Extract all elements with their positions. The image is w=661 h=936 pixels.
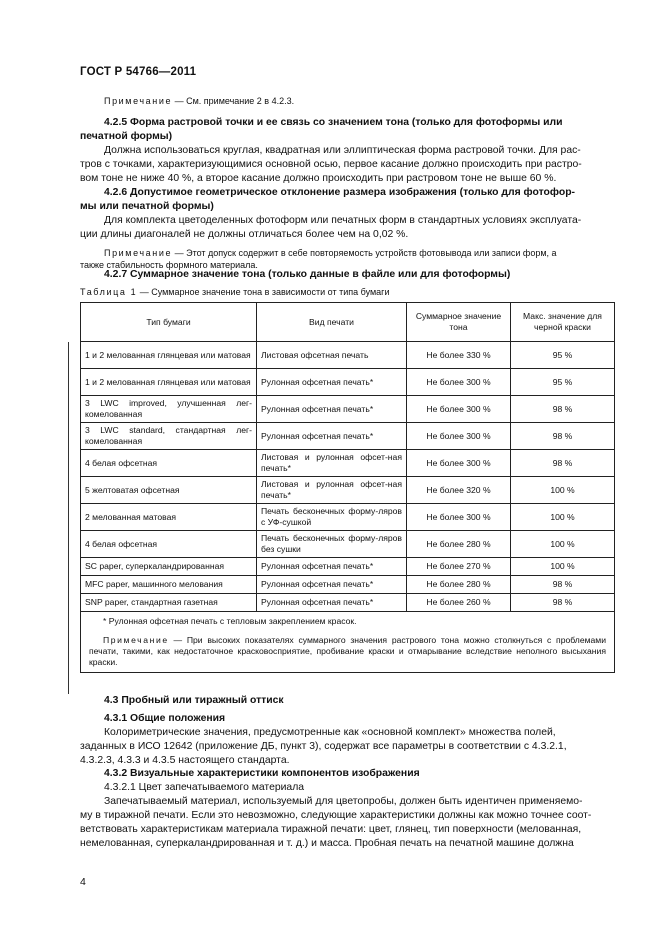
header-print-type: Вид печати xyxy=(257,303,407,342)
cell-paper: 1 и 2 мелованная глянцевая или матовая xyxy=(81,342,257,369)
cell-print: Рулонная офсетная печать* xyxy=(257,369,407,396)
section-4-3-1-line3: 4.3.2.3, 4.3.3 и 4.3.5 настоящего стандарта. xyxy=(80,755,290,766)
table-footnote: * Рулонная офсетная печать с тепловым закреплением красок. xyxy=(103,616,357,626)
table-caption: Таблица 1 — Суммарное значение тона в зависимости от типа бумаги xyxy=(80,287,390,297)
table-row xyxy=(81,342,615,369)
cell-paper: 4 белая офсетная xyxy=(81,450,257,477)
section-4-2-6-note-line2: также стабильность формного материала. xyxy=(80,260,258,270)
cell-paper: 2 мелованная матовая xyxy=(81,504,257,531)
section-4-2-7-heading: 4.2.7 Суммарное значение тона (только данные в файле или для фотоформы) xyxy=(104,269,511,280)
section-4-2-6-body-line1: Для комплекта цветоделенных фотоформ или печатных форм в стандартных условиях эксплуата- xyxy=(104,215,582,226)
section-4-3-2-heading: 4.3.2 Визуальные характеристики компонентов изображения xyxy=(104,768,420,779)
revision-bar xyxy=(68,342,69,694)
tone-table xyxy=(80,302,615,673)
section-4-2-5-body-line3: вом тоне не ниже 40 %, а второе касание должно происходить при растровом тоне не выше 60 %. xyxy=(80,173,557,184)
table-row xyxy=(81,576,615,594)
table-row xyxy=(81,594,615,612)
table-row xyxy=(81,531,615,558)
cell-print: Рулонная офсетная печать* xyxy=(257,594,407,612)
cell-black: 95 % xyxy=(511,369,615,396)
cell-black: 98 % xyxy=(511,396,615,423)
cell-sum: Не более 300 % xyxy=(407,450,511,477)
section-4-3-2-1-line1: Запечатываемый материал, используемый для цветопробы, должен быть идентичен применяемо- xyxy=(104,796,583,807)
cell-black: 98 % xyxy=(511,594,615,612)
cell-sum: Не более 280 % xyxy=(407,531,511,558)
header-total-tone: Суммарное значение тона xyxy=(407,303,511,342)
table-row xyxy=(81,396,615,423)
section-4-2-5-heading-line2: печатной формы) xyxy=(80,131,173,142)
cell-sum: Не более 280 % xyxy=(407,576,511,594)
cell-black: 95 % xyxy=(511,342,615,369)
header-paper-type: Тип бумаги xyxy=(81,303,257,342)
cell-paper: SNP paper, стандартная газетная xyxy=(81,594,257,612)
cell-sum: Не более 300 % xyxy=(407,369,511,396)
cell-print: Печать бесконечных форму-ляров без сушки xyxy=(257,531,407,558)
section-4-3-1-heading: 4.3.1 Общие положения xyxy=(104,713,226,724)
section-4-3-2-1-line4: немелованная, суперкаландрированная и т. д.) и масса. Пробная печать на печатной машине должна xyxy=(80,838,574,849)
cell-print: Печать бесконечных форму-ляров с УФ-сушкой xyxy=(257,504,407,531)
section-4-3-1-line1: Колориметрические значения, предусмотренные как «основной комплект» множества полей, xyxy=(104,727,556,738)
section-4-2-6-heading-line1: 4.2.6 Допустимое геометрическое отклонение размера изображения (только для фотофор- xyxy=(104,187,576,198)
cell-paper: 4 белая офсетная xyxy=(81,531,257,558)
cell-sum: Не более 260 % xyxy=(407,594,511,612)
table-row xyxy=(81,450,615,477)
cell-black: 98 % xyxy=(511,450,615,477)
table-row xyxy=(81,423,615,450)
section-4-3-2-1-heading: 4.3.2.1 Цвет запечатываемого материала xyxy=(104,782,305,793)
section-4-3-1-line2: заданных в ИСО 12642 (приложение ДБ, пункт 3), содержат все параметры в соответствии с 4.3.2.1, xyxy=(80,741,567,752)
section-4-2-6-heading-line2: мы или печатной формы) xyxy=(80,201,214,212)
cell-black: 100 % xyxy=(511,477,615,504)
header-max-black: Макс. значение для черной краски xyxy=(511,303,615,342)
document-header: ГОСТ Р 54766—2011 xyxy=(80,66,197,78)
cell-sum: Не более 300 % xyxy=(407,423,511,450)
cell-black: 98 % xyxy=(511,576,615,594)
table-footnote-cell xyxy=(81,612,615,673)
section-4-3-heading: 4.3 Пробный или тиражный оттиск xyxy=(104,695,284,706)
table-header-row xyxy=(81,303,615,342)
table-row xyxy=(81,369,615,396)
section-4-3-2-1-line3: ветствовать характеристикам материала тиражной печати: цвет, глянец, тип поверхности (мелованная, xyxy=(80,824,582,835)
cell-print: Листовая и рулонная офсет-ная печать* xyxy=(257,450,407,477)
cell-sum: Не более 320 % xyxy=(407,477,511,504)
cell-black: 100 % xyxy=(511,558,615,576)
section-4-2-5-body-line2: тров с точками, характеризующимися основной осью, первое касание должно происходить при растро- xyxy=(80,159,582,170)
cell-print: Листовая офсетная печать xyxy=(257,342,407,369)
table-footnote-row xyxy=(81,612,615,673)
table-row xyxy=(81,504,615,531)
section-4-2-5-body-line1: Должна использоваться круглая, квадратная или эллиптическая форма растровой точки. Для рас- xyxy=(104,145,581,156)
cell-sum: Не более 300 % xyxy=(407,396,511,423)
cell-black: 98 % xyxy=(511,423,615,450)
cell-paper: 1 и 2 мелованная глянцевая или матовая xyxy=(81,369,257,396)
cell-paper: 3 LWC standard, стандартная лег-комелованная xyxy=(81,423,257,450)
table-note: Примечание — При высоких показателях суммарного значения растрового тона можно столкнуться с проблемами печати, такими, как недостаточное красковосприятие, пробивание краски и отмарывание вследствие неполного высыхания краски. xyxy=(89,635,606,667)
cell-print: Рулонная офсетная печать* xyxy=(257,396,407,423)
table-row xyxy=(81,477,615,504)
table-row xyxy=(81,558,615,576)
cell-print: Рулонная офсетная печать* xyxy=(257,576,407,594)
section-4-3-2-1-line2: му в тиражной печати. Если это невозможно, следующие характеристики должны как можно точнее соот- xyxy=(80,810,592,821)
cell-paper: MFC paper, машинного мелования xyxy=(81,576,257,594)
cell-paper: 3 LWC improved, улучшенная лег-комелованная xyxy=(81,396,257,423)
cell-paper: SC paper, суперкаландрированная xyxy=(81,558,257,576)
section-4-2-6-note-line1: Примечание — Этот допуск содержит в себе повторяемость устройств фотовывода или записи форм, а xyxy=(104,248,557,258)
cell-print: Рулонная офсетная печать* xyxy=(257,558,407,576)
section-4-2-5-heading-line1: 4.2.5 Форма растровой точки и ее связь со значением тона (только для фотоформы или xyxy=(104,117,563,128)
cell-print: Рулонная офсетная печать* xyxy=(257,423,407,450)
cell-sum: Не более 330 % xyxy=(407,342,511,369)
cell-print: Листовая и рулонная офсет-ная печать* xyxy=(257,477,407,504)
cell-sum: Не более 300 % xyxy=(407,504,511,531)
cell-black: 100 % xyxy=(511,531,615,558)
cell-black: 100 % xyxy=(511,504,615,531)
note-see-4-2-3: Примечание — См. примечание 2 в 4.2.3. xyxy=(104,96,295,106)
cell-sum: Не более 270 % xyxy=(407,558,511,576)
cell-paper: 5 желтоватая офсетная xyxy=(81,477,257,504)
section-4-2-6-body-line2: ции длины диагоналей не должны отличаться более чем на 0,02 %. xyxy=(80,229,409,240)
page-number: 4 xyxy=(80,876,86,888)
